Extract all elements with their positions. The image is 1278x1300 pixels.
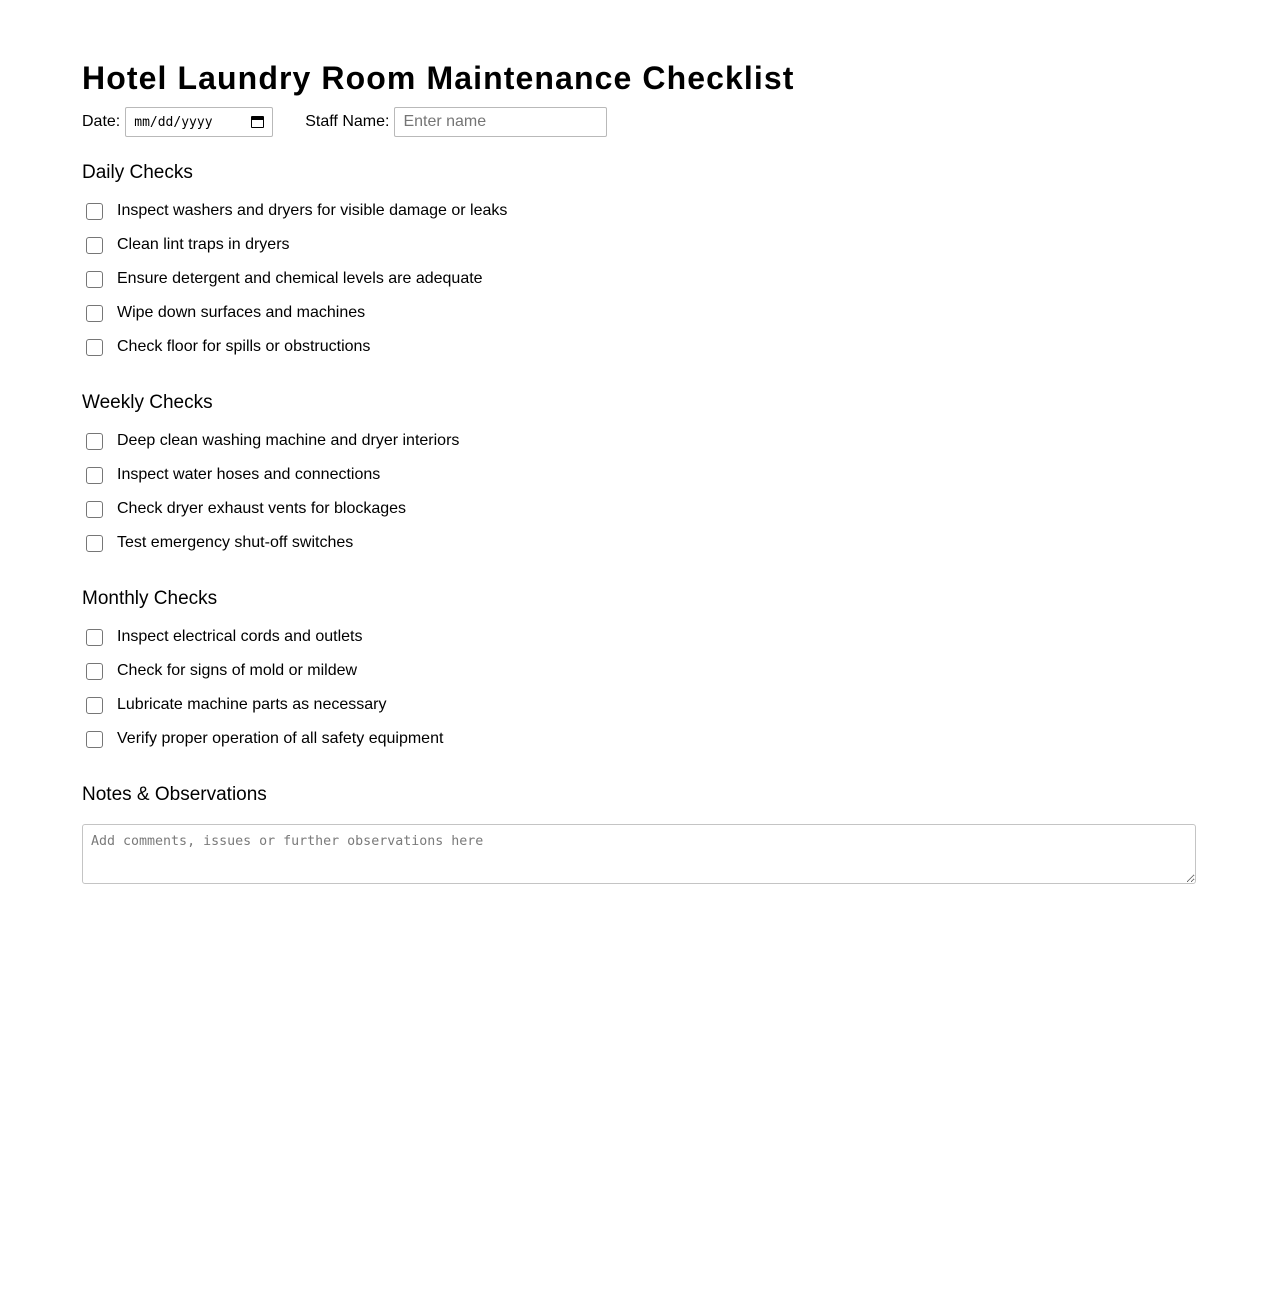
section-heading-weekly: Weekly Checks: [82, 392, 213, 413]
date-label: Date:: [82, 113, 121, 130]
notes-heading: Notes & Observations: [82, 784, 267, 805]
item-label: Inspect washers and dryers for visible damage or leaks: [117, 202, 508, 219]
checkbox[interactable]: [86, 501, 103, 518]
checklist-item[interactable]: [82, 463, 380, 487]
checklist-item[interactable]: [82, 199, 507, 223]
staff-name-label: Staff Name:: [305, 113, 390, 130]
item-label: Check for signs of mold or mildew: [117, 662, 358, 679]
checkbox[interactable]: [86, 535, 103, 552]
checklist-item[interactable]: [82, 659, 357, 683]
checklist-item[interactable]: [82, 693, 386, 717]
checkbox[interactable]: [86, 663, 103, 680]
item-label: Clean lint traps in dryers: [117, 236, 290, 253]
item-label: Lubricate machine parts as necessary: [117, 696, 387, 713]
checkbox[interactable]: [86, 697, 103, 714]
notes-textarea[interactable]: [82, 824, 1196, 884]
item-label: Verify proper operation of all safety equipment: [117, 730, 444, 747]
staff-name-input[interactable]: [394, 107, 607, 137]
date-input[interactable]: [125, 107, 273, 137]
checklist-item[interactable]: [82, 625, 362, 649]
checklist-item[interactable]: [82, 531, 353, 555]
checkbox[interactable]: [86, 203, 103, 220]
checkbox[interactable]: [86, 629, 103, 646]
item-label: Ensure detergent and chemical levels are adequate: [117, 270, 483, 287]
checklist-item[interactable]: [82, 727, 443, 751]
checkbox[interactable]: [86, 271, 103, 288]
checkbox[interactable]: [86, 237, 103, 254]
checklist-item[interactable]: [82, 429, 459, 453]
section-heading-monthly: Monthly Checks: [82, 588, 218, 609]
section-heading-daily: Daily Checks: [82, 162, 193, 183]
item-label: Check floor for spills or obstructions: [117, 338, 371, 355]
checklist-item[interactable]: [82, 301, 365, 325]
checkbox[interactable]: [86, 339, 103, 356]
checkbox[interactable]: [86, 305, 103, 322]
page-title: Hotel Laundry Room Maintenance Checklist: [82, 60, 795, 96]
checkbox[interactable]: [86, 467, 103, 484]
date-placeholder: mm/dd/yyyy: [134, 114, 213, 130]
checklist-item[interactable]: [82, 335, 370, 359]
item-label: Check dryer exhaust vents for blockages: [117, 500, 407, 517]
item-label: Test emergency shut-off switches: [117, 534, 354, 551]
item-label: Inspect water hoses and connections: [117, 466, 381, 483]
checklist-item[interactable]: [82, 497, 406, 521]
checklist-item[interactable]: [82, 233, 290, 257]
item-label: Inspect electrical cords and outlets: [117, 628, 363, 645]
checkbox[interactable]: [86, 731, 103, 748]
checkbox[interactable]: [86, 433, 103, 450]
item-label: Deep clean washing machine and dryer interiors: [117, 432, 460, 449]
meta-row: [82, 106, 607, 138]
checklist-item[interactable]: [82, 267, 483, 291]
item-label: Wipe down surfaces and machines: [117, 304, 366, 321]
calendar-icon[interactable]: [251, 116, 264, 128]
